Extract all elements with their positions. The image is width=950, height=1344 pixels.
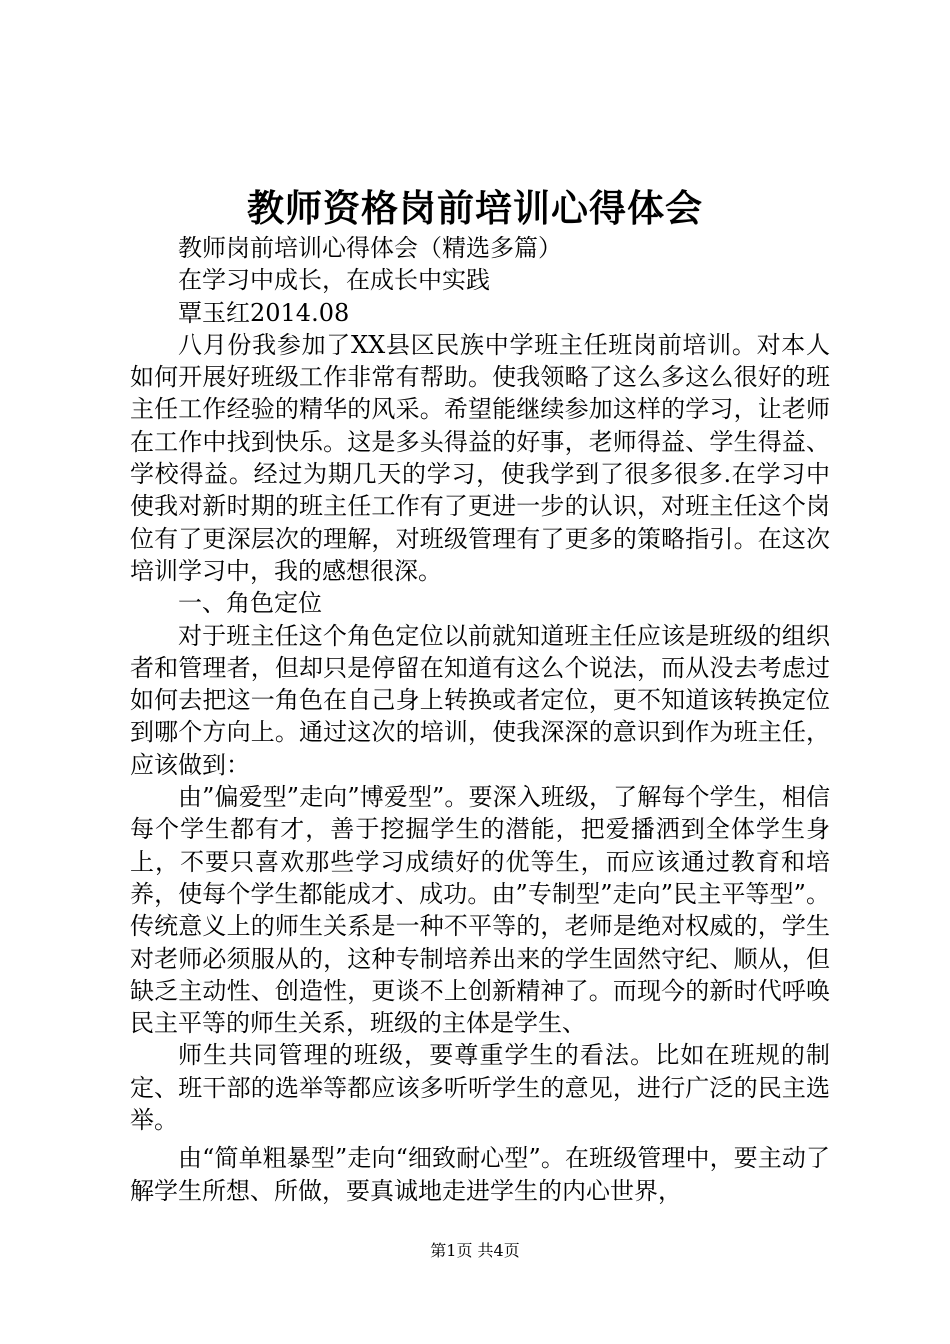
- paragraph-shared-management: 师生共同管理的班级，要尊重学生的看法。比如在班规的制定、班干部的选举等都应该多听听学生的意见，进行广泛的民主选举。: [130, 1041, 830, 1135]
- paragraph-subtitle: 教师岗前培训心得体会（精选多篇）: [178, 234, 562, 262]
- page-footer: 第1页 共4页: [430, 1241, 520, 1260]
- paragraph-role-positioning: 对于班主任这个角色定位以前就知道班主任应该是班级的组织者和管理者，但却只是停留在知道有这么个说法，而从没去考虑过如何去把这一角色在自己身上转换或者定位，更不知道该转换定位到哪个方向上。通过这次的培训，使我深深的意识到作为班主任，应该做到：: [130, 621, 830, 779]
- paragraph-heading: 在学习中成长，在成长中实践: [178, 266, 490, 295]
- document-body: [130, 232, 830, 1207]
- paragraph-patience: 由“简单粗暴型”走向“细致耐心型”。在班级管理中，要主动了解学生所想、所做，要真诚地走进学生的内心世界，: [130, 1144, 830, 1205]
- section-heading-role: 一、角色定位: [178, 589, 322, 618]
- document-title: 教师资格岗前培训心得体会: [247, 186, 703, 230]
- paragraph-universal-love: 由”偏爱型”走向”博爱型”。要深入班级，了解每个学生，相信每个学生都有才，善于挖掘学生的潜能，把爱播洒到全体学生身上，不要只喜欢那些学习成绩好的优等生，而应该通过教育和培养，使每个学生都能成才、成功。由”专制型”走向”民主平等型”。传统意义上的师生关系是一种不平等的，老师是绝对权威的，学生对老师必须服从的，这种专制培养出来的学生固然守纪、顺从，但缺乏主动性、创造性，更谈不上创新精神了。而现今的新时代呼唤民主平等的师生关系，班级的主体是学生、: [130, 783, 830, 1038]
- paragraph-intro: 八月份我参加了XX县区民族中学班主任班岗前培训。对本人如何开展好班级工作非常有帮助。使我领略了这么多这么很好的班主任工作经验的精华的风采。希望能继续参加这样的学习，让老师在工作中找到快乐。这是多头得益的好事，老师得益、学生得益、学校得益。经过为期几天的学习，使我学到了很多很多.在学习中使我对新时期的班主任工作有了更进一步的认识，对班主任这个岗位有了更深层次的理解，对班级管理有了更多的策略指引。在这次培训学习中，我的感想很深。: [130, 330, 830, 585]
- paragraph-author-date: 覃玉红2014.08: [178, 298, 350, 327]
